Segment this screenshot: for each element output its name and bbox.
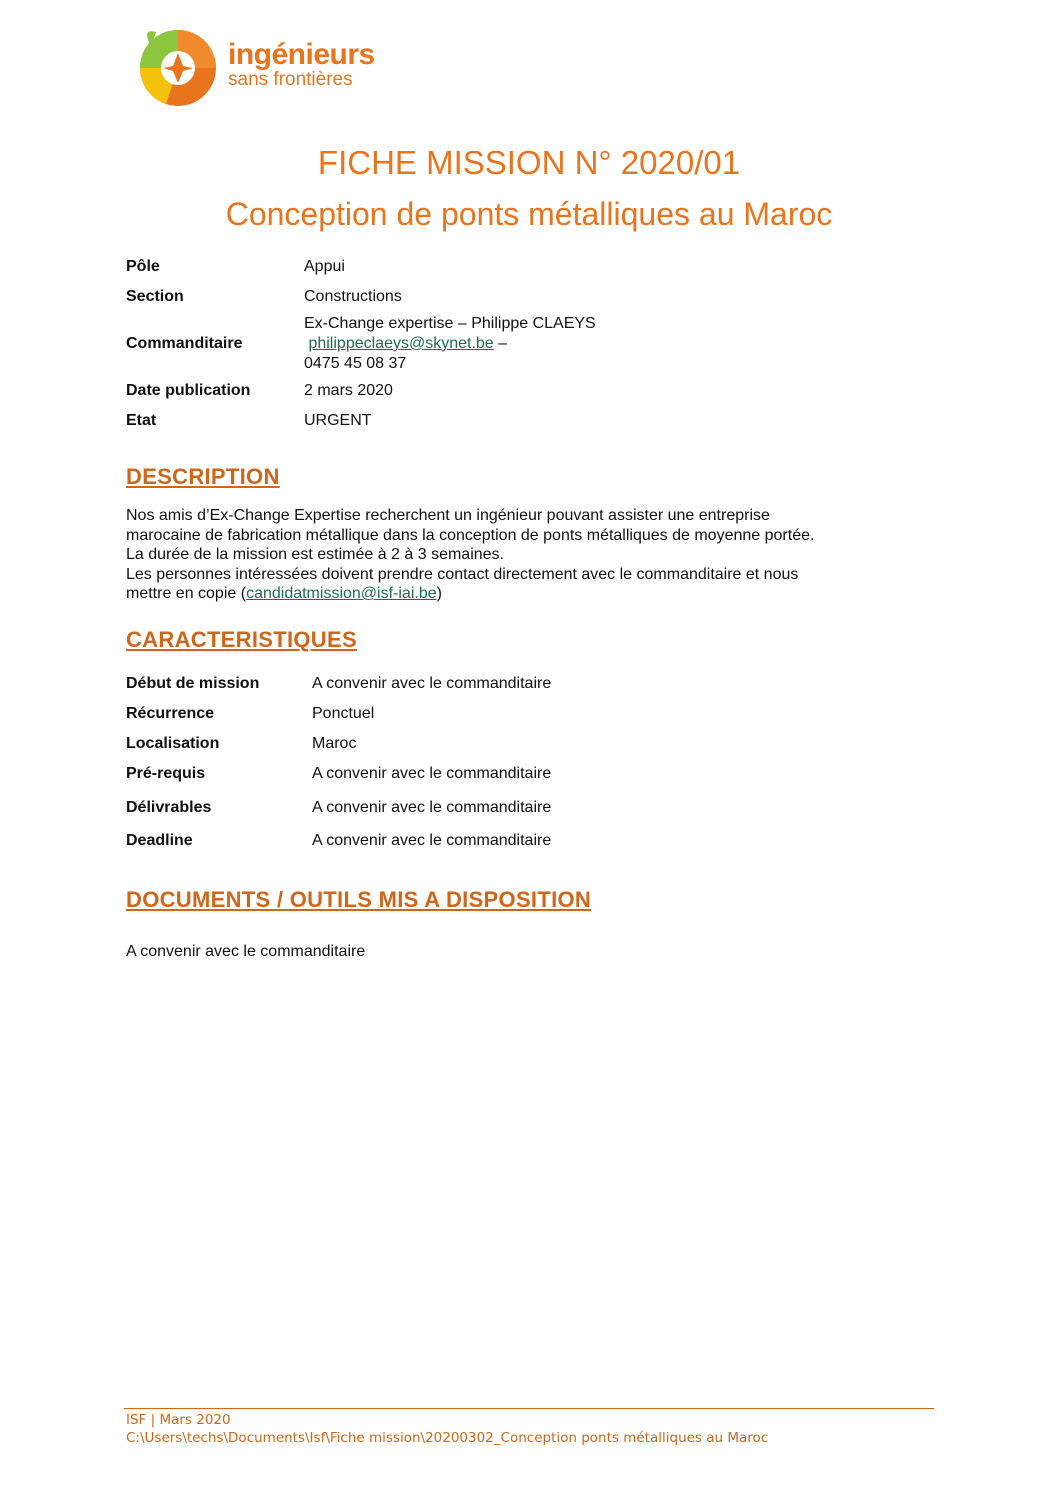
char-value: A convenir avec le commanditaire bbox=[312, 675, 552, 692]
info-value: Appui bbox=[304, 258, 345, 275]
info-value: 2 mars 2020 bbox=[304, 382, 393, 399]
char-label: Début de mission bbox=[126, 675, 260, 692]
info-label: Commanditaire bbox=[126, 335, 243, 352]
char-value: Ponctuel bbox=[312, 705, 375, 722]
char-value: A convenir avec le commanditaire bbox=[312, 832, 552, 849]
isf-logo bbox=[136, 26, 376, 110]
char-label: Récurrence bbox=[126, 705, 215, 722]
char-label: Délivrables bbox=[126, 799, 212, 816]
description-line: marocaine de fabrication métallique dans la conception de ponts métalliques de moyenne portée. bbox=[126, 526, 815, 544]
commanditaire-phone: 0475 45 08 37 bbox=[304, 355, 407, 372]
info-value: URGENT bbox=[304, 412, 372, 429]
dash: – bbox=[498, 335, 508, 352]
logo-text-sans-frontieres: sans frontières bbox=[228, 69, 353, 90]
info-value bbox=[304, 314, 724, 374]
description-text bbox=[126, 506, 926, 604]
documents-text: A convenir avec le commanditaire bbox=[126, 943, 366, 960]
description-line: mettre en copie ( bbox=[126, 585, 247, 602]
info-value: Constructions bbox=[304, 288, 402, 305]
footer-divider bbox=[124, 1408, 934, 1409]
description-heading: DESCRIPTION bbox=[126, 464, 280, 489]
logo-text-ingenieurs: ingénieurs bbox=[228, 38, 375, 71]
info-label: Pôle bbox=[126, 258, 160, 275]
info-label: Date publication bbox=[126, 382, 251, 399]
description-line: La durée de la mission est estimée à 2 à 3 semaines. bbox=[126, 546, 504, 563]
char-label: Localisation bbox=[126, 735, 220, 752]
char-label: Pré-requis bbox=[126, 765, 206, 782]
description-line: Nos amis d’Ex-Change Expertise recherchent un ingénieur pouvant assister une entreprise bbox=[126, 507, 770, 524]
char-value: Maroc bbox=[312, 735, 357, 752]
footer-label: ISF | Mars 2020 bbox=[126, 1412, 231, 1428]
page-subtitle: Conception de ponts métalliques au Maroc bbox=[225, 196, 833, 232]
description-line: Les personnes intéressées doivent prendre contact directement avec le commanditaire et nous bbox=[126, 565, 799, 583]
documents-heading: DOCUMENTS / OUTILS MIS A DISPOSITION bbox=[126, 887, 592, 912]
commanditaire-email-link[interactable]: philippeclaeys@skynet.be bbox=[308, 335, 494, 352]
isf-logo-icon bbox=[136, 26, 220, 110]
commanditaire-name: Ex-Change expertise – Philippe CLAEYS bbox=[304, 315, 596, 332]
info-label: Etat bbox=[126, 412, 157, 429]
char-value: A convenir avec le commanditaire bbox=[312, 765, 552, 782]
page-title: FICHE MISSION N° 2020/01 bbox=[317, 144, 741, 181]
footer-file-path: C:\Users\techs\Documents\Isf\Fiche mission\20200302_Conception ponts métalliques au Maroc bbox=[126, 1430, 769, 1446]
candidat-email-link[interactable]: candidatmission@isf-iai.be bbox=[246, 585, 437, 602]
characteristics-heading: CARACTERISTIQUES bbox=[126, 627, 357, 652]
description-line-end: ) bbox=[436, 585, 442, 602]
char-value: A convenir avec le commanditaire bbox=[312, 799, 552, 816]
char-label: Deadline bbox=[126, 832, 193, 849]
info-label: Section bbox=[126, 288, 184, 305]
